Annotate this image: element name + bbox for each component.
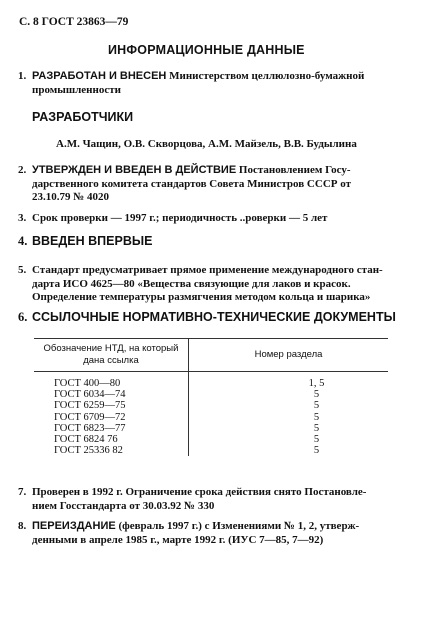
item-4 xyxy=(18,234,152,249)
table-row xyxy=(34,389,388,400)
item-3-number: 3. xyxy=(18,212,27,224)
item-8-text: (февраль 1997 г.) с Изменениями № 1, 2, утверж- xyxy=(115,520,360,532)
table-row xyxy=(34,445,388,456)
ntd-cell-designation: ГОСТ 6709—72 xyxy=(34,412,189,423)
main-title: ИНФОРМАЦИОННЫЕ ДАННЫЕ xyxy=(108,43,305,57)
item-8-lead: ПЕРЕИЗДАНИЕ xyxy=(32,520,116,532)
ntd-cell-section: 5 xyxy=(313,411,320,423)
item-2-line3: 23.10.79 № 4020 xyxy=(32,191,110,203)
item-4-number: 4. xyxy=(18,234,28,248)
item-8 xyxy=(18,520,359,547)
item-8-number: 8. xyxy=(18,520,27,532)
item-6-text: ССЫЛОЧНЫЕ НОРМАТИВНО-ТЕХНИЧЕСКИЕ ДОКУМЕНТЫ xyxy=(32,310,396,324)
developers-names: А.М. Чащин, О.В. Скворцова, А.М. Майзель, В.В. Будылина xyxy=(56,138,357,150)
item-5-line2: дарта ИСО 4625—80 «Вещества связующие для лаков и красок. xyxy=(32,277,351,290)
item-7-line1: Проверен в 1992 г. Ограничение срока действия снято Постановле- xyxy=(32,486,367,498)
item-7-number: 7. xyxy=(18,486,27,498)
item-1-number: 1. xyxy=(18,70,27,82)
ntd-cell-section: 5 xyxy=(313,445,320,457)
item-8-line2: денными в апреле 1985 г., марте 1992 г. (ИУС 7—85, 7—92) xyxy=(32,533,324,546)
item-1-line2: промышленности xyxy=(32,83,121,96)
item-5 xyxy=(18,264,383,305)
item-7-line2: нием Госстандарта от 30.03.92 № 330 xyxy=(32,499,215,512)
ntd-cell-designation: ГОСТ 6823—77 xyxy=(34,423,189,434)
item-1-text: Министерством целлюлозно-бумажной xyxy=(166,70,365,82)
ntd-cell-designation: ГОСТ 400—80 xyxy=(34,372,189,390)
ntd-header-section: Номер раздела xyxy=(189,339,389,372)
item-2-line2: дарственного комитета стандартов Совета Министров СССР от xyxy=(32,177,351,190)
item-1 xyxy=(18,70,364,97)
item-4-text: ВВЕДЕН ВПЕРВЫЕ xyxy=(32,234,153,248)
item-2-text: Постановлением Госу- xyxy=(236,164,351,176)
ntd-cell-section: 5 xyxy=(313,389,320,401)
item-3-text: Срок проверки — 1997 г.; периодичность ..роверки — 5 лет xyxy=(32,212,328,224)
developers-heading: РАЗРАБОТЧИКИ xyxy=(32,110,134,124)
item-6-number: 6. xyxy=(18,310,28,324)
ntd-cell-designation: ГОСТ 6034—74 xyxy=(34,389,189,400)
item-2 xyxy=(18,164,351,205)
ntd-cell-designation: ГОСТ 25336 82 xyxy=(34,445,189,456)
item-2-lead: УТВЕРЖДЕН И ВВЕДЕН В ДЕЙСТВИЕ xyxy=(32,164,237,176)
ntd-table-header-row xyxy=(34,339,388,372)
ntd-cell-section: 1, 5 xyxy=(308,378,325,389)
item-5-line3: Определение температуры размягчения методом кольца и шарика» xyxy=(32,291,371,303)
item-2-number: 2. xyxy=(18,164,27,176)
table-row xyxy=(34,412,388,423)
table-row xyxy=(34,434,388,445)
page-header: С. 8 ГОСТ 23863—79 xyxy=(19,16,129,28)
table-row xyxy=(34,400,388,411)
ntd-cell-designation: ГОСТ 6259—75 xyxy=(34,400,189,411)
ntd-table xyxy=(34,338,388,456)
item-5-line1: Стандарт предусматривает прямое применение международного стан- xyxy=(32,264,383,276)
table-row xyxy=(34,423,388,434)
item-6 xyxy=(18,310,396,325)
item-1-lead: РАЗРАБОТАН И ВНЕСЕН xyxy=(32,70,167,82)
item-5-number: 5. xyxy=(18,264,27,276)
ntd-cell-section: 5 xyxy=(313,422,320,434)
item-3 xyxy=(18,212,327,226)
item-7 xyxy=(18,486,366,513)
ntd-header-designation: Обозначение НТД, на который дана ссылка xyxy=(34,339,189,372)
ntd-cell-designation: ГОСТ 6824 76 xyxy=(34,434,189,445)
table-row xyxy=(34,372,388,390)
ntd-cell-section: 5 xyxy=(313,434,320,446)
ntd-cell-section: 5 xyxy=(313,400,320,412)
